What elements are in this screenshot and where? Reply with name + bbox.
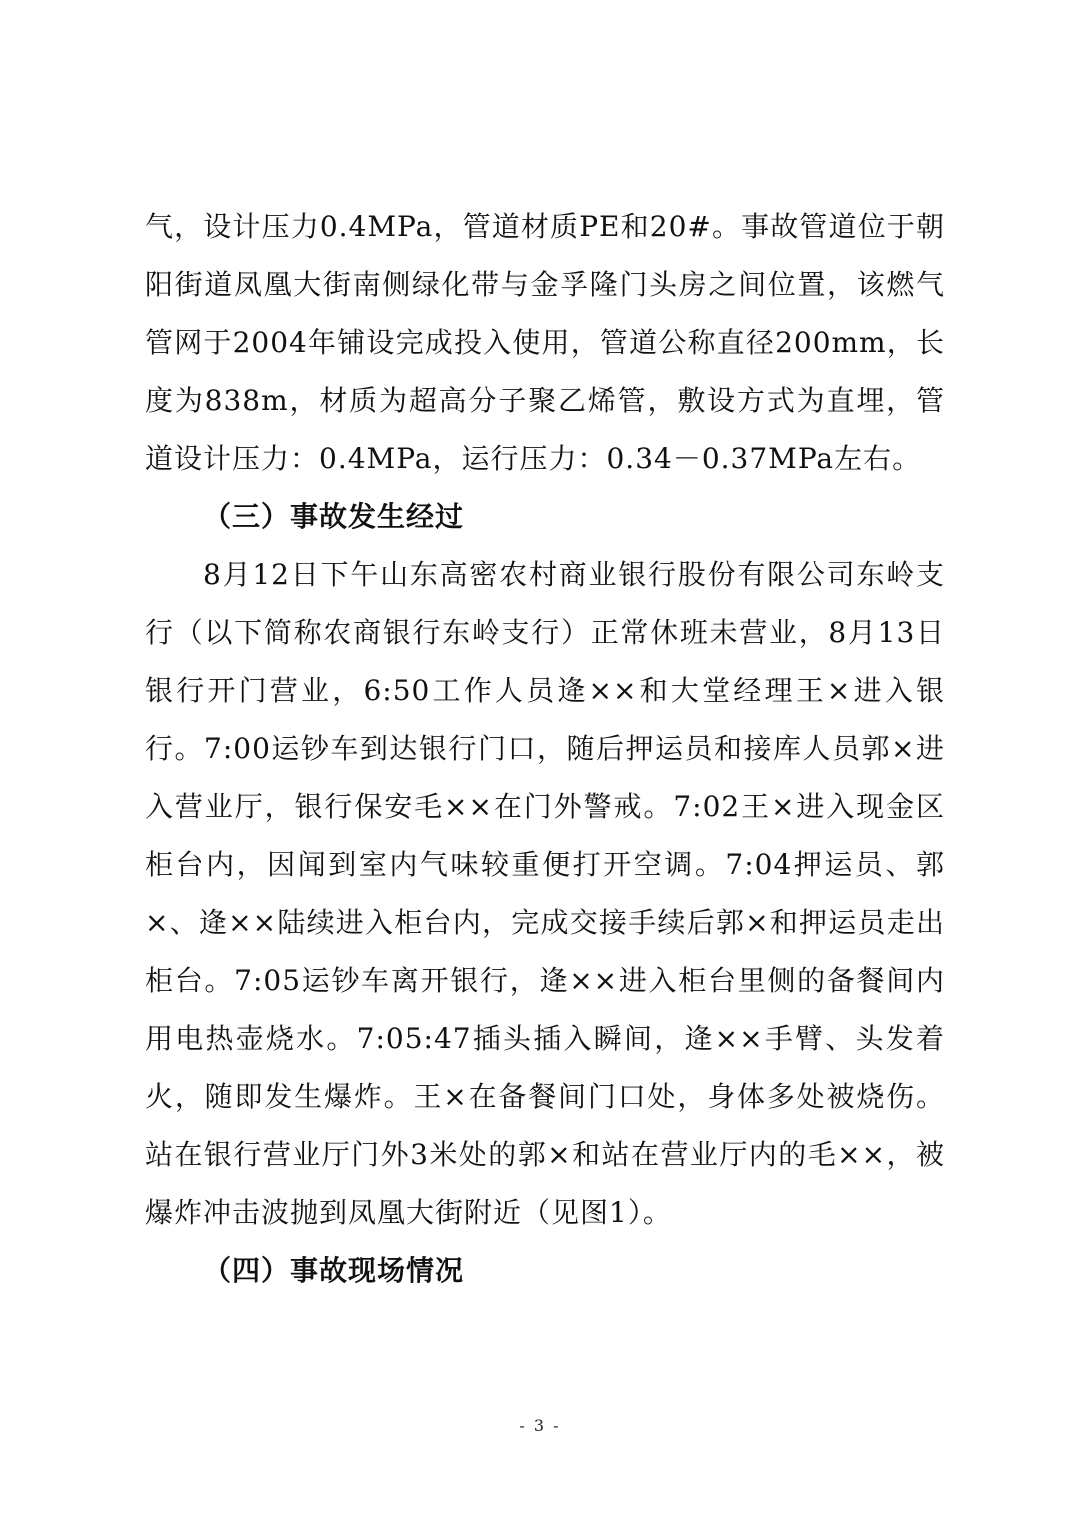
paragraph-pipeline-details: 气，设计压力0.4MPa，管道材质PE和20#。事故管道位于朝阳街道凤凰大街南侧绿化带与金孚隆门头房之间位置，该燃气管网于2004年铺设完成投入使用，管道公称直径200mm，长度为838m，材质为超高分子聚乙烯管，敷设方式为直埋，管道设计压力：0.4MPa，运行压力：0.34－0.37MPa左右。 — [145, 210, 945, 475]
section-heading-accident-process: （三）事故发生经过 — [203, 500, 465, 533]
section-heading-accident-scene: （四）事故现场情况 — [203, 1254, 465, 1287]
paragraph-accident-process: 8月12日下午山东高密农村商业银行股份有限公司东岭支行（以下简称农商银行东岭支行）正常休班未营业，8月13日银行开门营业，6:50工作人员逄××和大堂经理王×进入银行。7:00运钞车到达银行门口，随后押运员和接库人员郭×进入营业厅，银行保安毛××在门外警戒。7:02王×进入现金区柜台内，因闻到室内气味较重便打开空调。7:04押运员、郭×、逄××陆续进入柜台内，完成交接手续后郭×和押运员走出柜台。7:05运钞车离开银行，逄××进入柜台里侧的备餐间内用电热壶烧水。7:05:47插头插入瞬间，逄××手臂、头发着火，随即发生爆炸。王×在备餐间门口处，身体多处被烧伤。站在银行营业厅门外3米处的郭×和站在营业厅内的毛××，被爆炸冲击波抛到凤凰大街附近（见图1）。 — [145, 558, 945, 1229]
page-number: - 3 - — [519, 1416, 561, 1435]
document-body — [145, 198, 945, 1300]
